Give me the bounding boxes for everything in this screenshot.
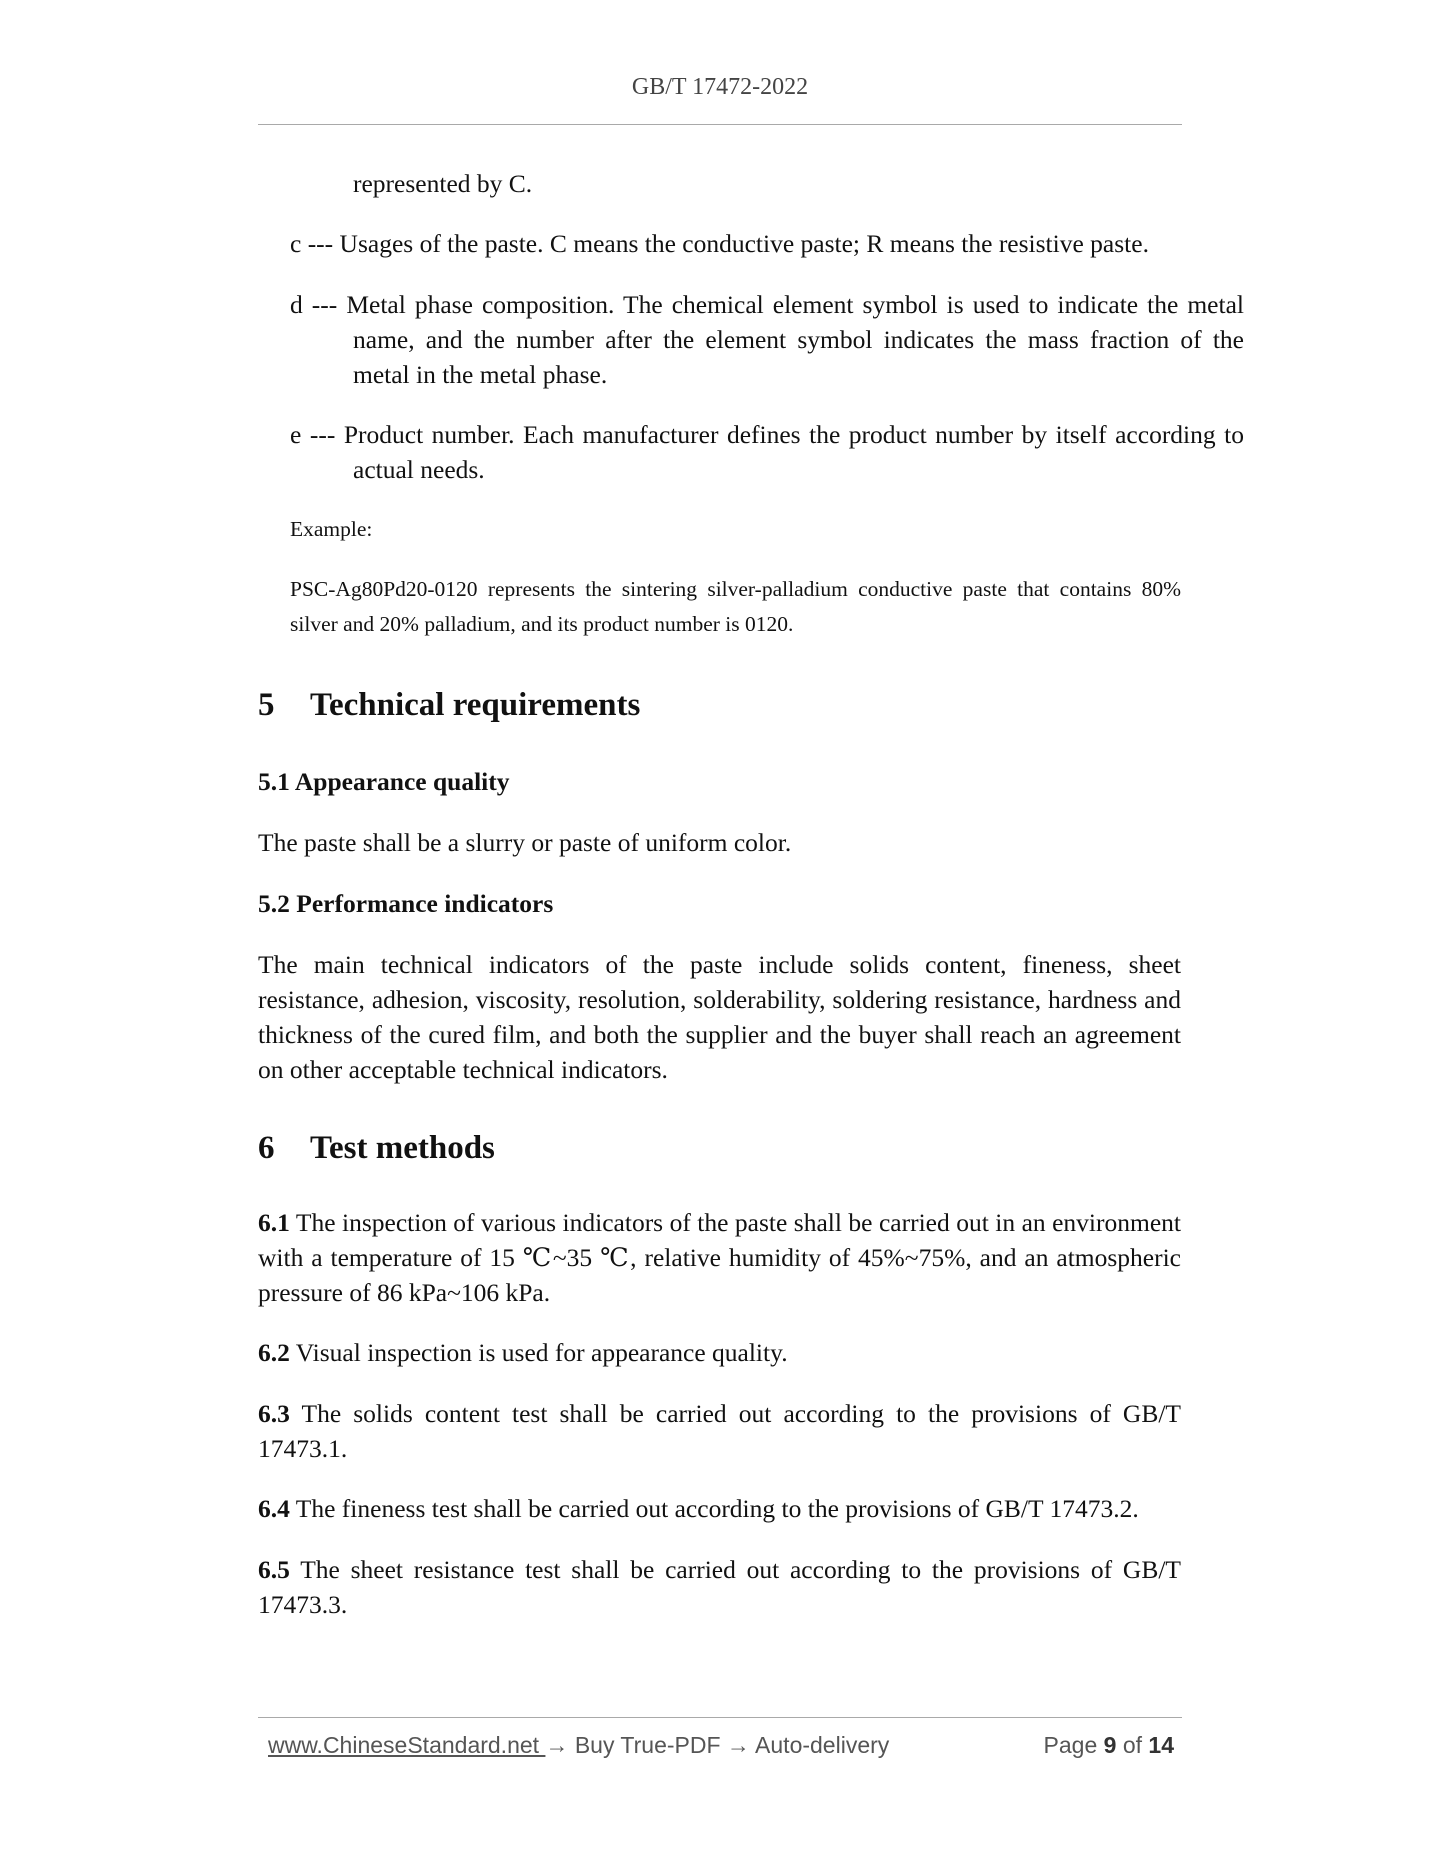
clause-6-5 xyxy=(258,1552,1181,1622)
list-item-d: d --- Metal phase composition. The chemical element symbol is used to indicate the metal name, and the number after the element symbol indicates the mass fraction of the metal in the metal phase. xyxy=(290,290,1244,389)
footer-divider xyxy=(258,1717,1182,1718)
section-5-1-heading: 5.1 Appearance quality xyxy=(258,767,510,796)
of-label: of xyxy=(1122,1732,1143,1758)
website-link[interactable]: www.ChineseStandard.net xyxy=(268,1732,546,1758)
section-6-title: Test methods xyxy=(310,1130,495,1166)
header-divider xyxy=(258,124,1182,125)
clause-6-5-number: 6.5 xyxy=(258,1555,290,1584)
page-number xyxy=(1044,1732,1174,1759)
page-footer xyxy=(268,1732,1174,1766)
clause-6-3-text: The solids content test shall be carried out according to the provisions of GB/T 17473.1. xyxy=(258,1399,1181,1463)
section-5-2-text: The main technical indicators of the paste include solids content, fineness, sheet resistance, adhesion, viscosity, resolution, solderability, soldering resistance, hardness and thickness of the cured film, and both the supplier and the buyer shall reach an agreement on other acceptable technical indicators. xyxy=(258,950,1181,1084)
clause-6-1-number: 6.1 xyxy=(258,1208,290,1237)
section-6-heading xyxy=(258,1128,495,1168)
example-label: Example: xyxy=(290,517,373,541)
page-label: Page xyxy=(1043,1732,1098,1758)
clause-6-4-text: The fineness test shall be carried out according to the provisions of GB/T 17473.2. xyxy=(289,1494,1139,1523)
clause-6-1 xyxy=(258,1205,1181,1310)
clause-6-1-text: The inspection of various indicators of the paste shall be carried out in an environment with a temperature of 15 ℃~35 ℃, relative humidity of 45%~75%, and an atmospheric pressure of 86 kPa~106 kPa. xyxy=(258,1208,1181,1307)
section-5-title: Technical requirements xyxy=(310,687,641,723)
list-item-b-continuation: represented by C. xyxy=(353,169,533,198)
total-pages: 14 xyxy=(1148,1732,1174,1758)
clause-6-2-text: Visual inspection is used for appearance quality. xyxy=(289,1338,788,1367)
footer-promo-text: → Buy True-PDF → Auto-delivery xyxy=(545,1732,890,1758)
section-5-2-heading: 5.2 Performance indicators xyxy=(258,889,554,918)
clause-6-4-number: 6.4 xyxy=(258,1494,290,1523)
clause-6-5-text: The sheet resistance test shall be carried out according to the provisions of GB/T 17473.3. xyxy=(258,1555,1181,1619)
section-5-heading xyxy=(258,685,640,725)
clause-6-3 xyxy=(258,1396,1181,1466)
current-page: 9 xyxy=(1103,1732,1117,1758)
section-5-number: 5 xyxy=(258,687,275,723)
list-item-c: c --- Usages of the paste. C means the conductive paste; R means the resistive paste. xyxy=(290,229,1149,258)
example-text: PSC-Ag80Pd20-0120 represents the sintering silver-palladium conductive paste that contains 80% silver and 20% palladium, and its product number is 0120. xyxy=(290,577,1181,636)
clause-6-2-number: 6.2 xyxy=(258,1338,290,1367)
section-6-number: 6 xyxy=(258,1130,275,1166)
clause-6-2 xyxy=(258,1335,1181,1370)
clause-6-4 xyxy=(258,1491,1181,1526)
section-5-1-text: The paste shall be a slurry or paste of uniform color. xyxy=(258,828,792,857)
footer-promo xyxy=(268,1732,889,1759)
running-header: GB/T 17472-2022 xyxy=(631,74,809,100)
clause-6-3-number: 6.3 xyxy=(258,1399,290,1428)
list-item-e: e --- Product number. Each manufacturer defines the product number by itself according to actual needs. xyxy=(290,420,1244,484)
